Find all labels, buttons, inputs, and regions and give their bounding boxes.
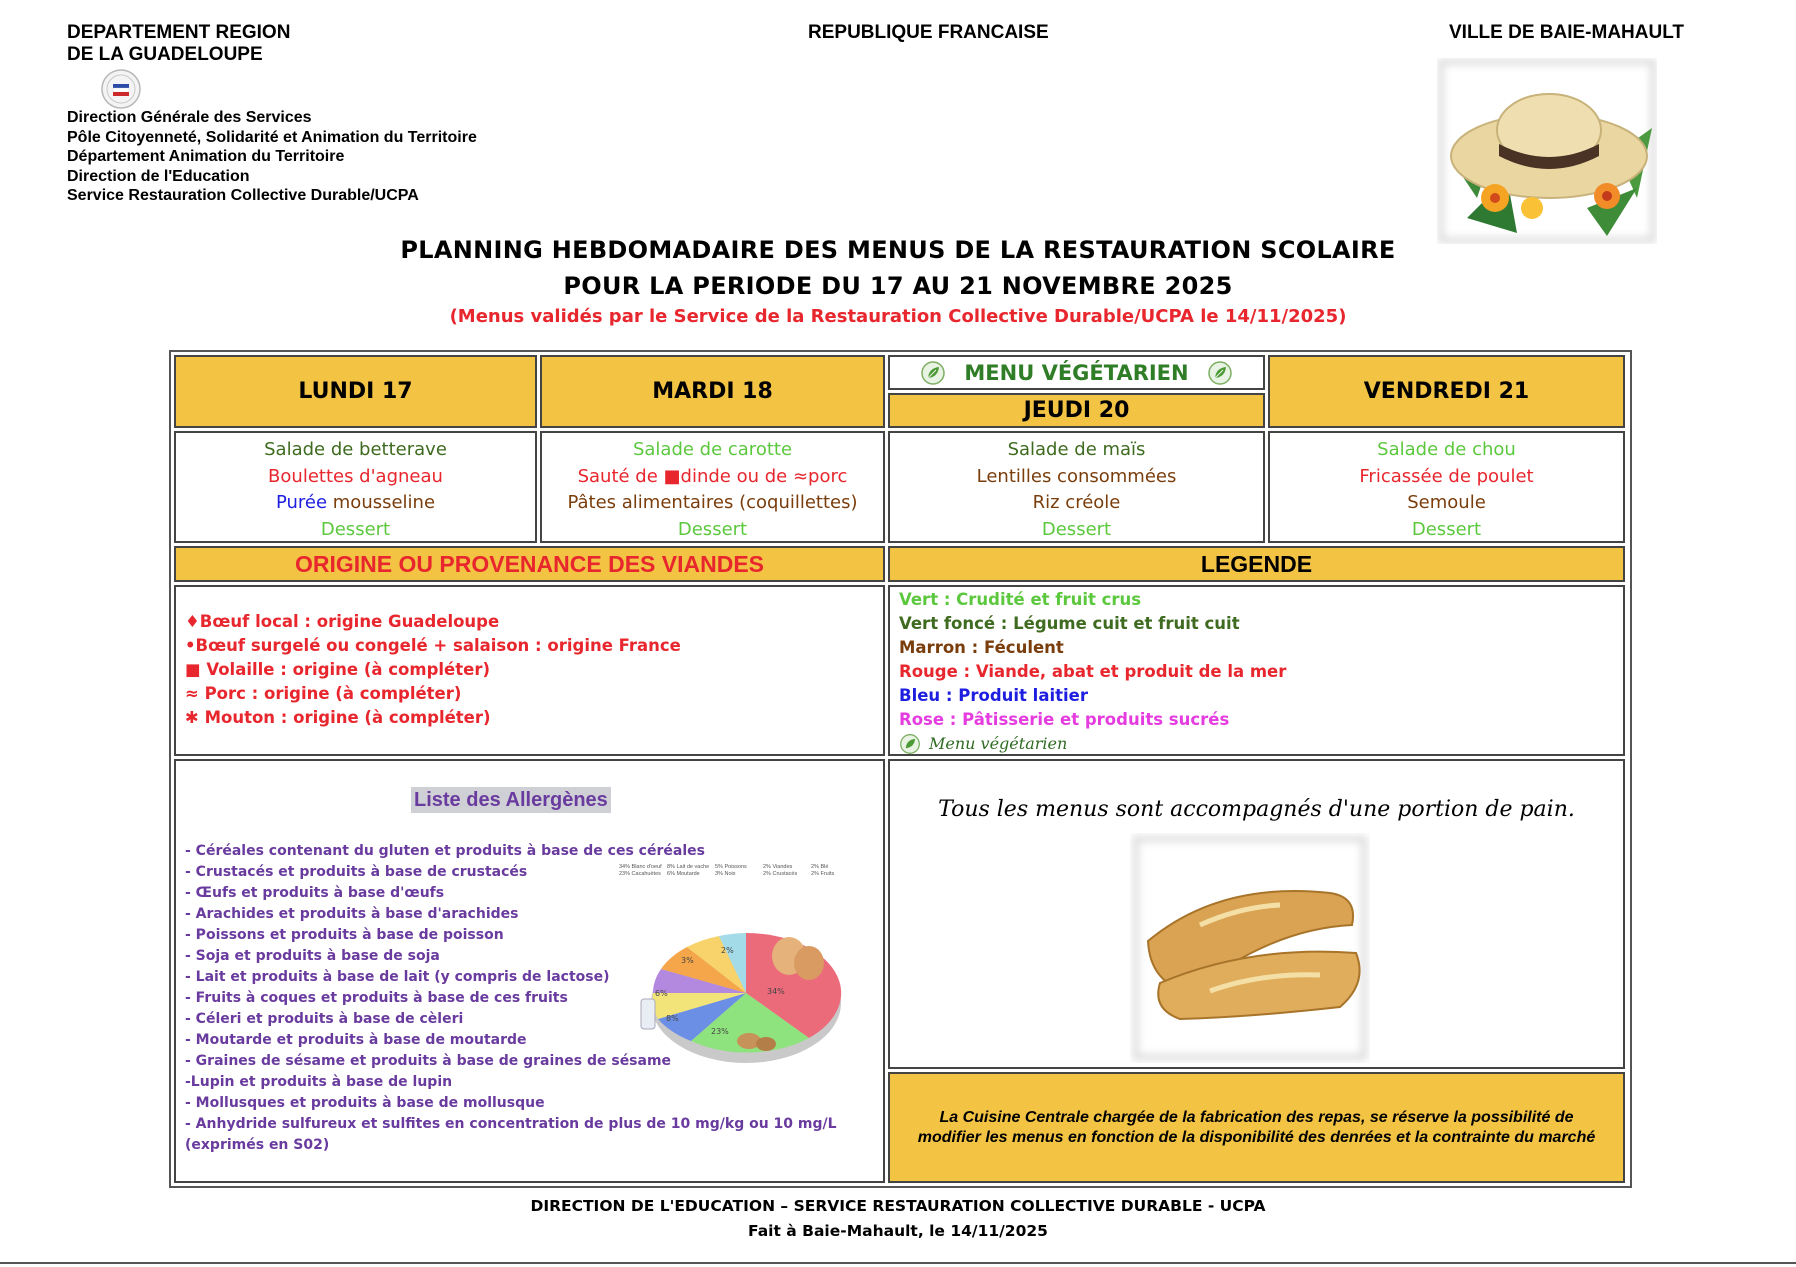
- menu-entree: Salade de carotte: [632, 439, 793, 460]
- allergene-item: - Moutarde et produits à base de moutarde: [185, 1032, 527, 1048]
- service-line: Direction de l'Education: [67, 167, 250, 185]
- origine-item: ≈ Porc : origine (à compléter): [185, 684, 462, 703]
- vegetarian-banner: [888, 355, 1265, 390]
- planning-title: PLANNING HEBDOMADAIRE DES MENUS DE LA RESTAURATION SCOLAIRE: [400, 236, 1396, 264]
- pie-legend: [619, 864, 859, 878]
- menu-plat: Sauté de ■dinde ou de ≈porc: [577, 465, 848, 487]
- legende-vegetarien: [899, 732, 1286, 756]
- allergene-item: - Mollusques et produits à base de mollusque: [185, 1095, 545, 1111]
- menu-plat: Boulettes d'agneau: [268, 465, 443, 487]
- origine-box: [174, 585, 885, 756]
- footer-direction: DIRECTION DE L'EDUCATION – SERVICE RESTAURATION COLLECTIVE DURABLE - UCPA: [530, 1197, 1266, 1215]
- pain-text: Tous les menus sont accompagnés d'une portion de pain.: [938, 797, 1575, 822]
- header-jeudi: JEUDI 20: [888, 393, 1265, 428]
- menu-table: [169, 350, 1632, 1188]
- menu-mardi: [540, 431, 885, 543]
- region-line-2: DE LA GUADELOUPE: [67, 44, 263, 65]
- pie-legend-entry: 34% Blanc d'oeuf: [619, 864, 662, 870]
- pie-legend-entry: 2% Viandes: [763, 864, 793, 870]
- allergene-item: - Céréales contenant du gluten et produits à base de ces céréales: [185, 843, 705, 859]
- menu-entree: Salade de betterave: [264, 439, 447, 460]
- pie-legend-entry: 2% Blé: [811, 864, 829, 870]
- menu-lundi: [174, 431, 537, 543]
- origine-item: •Bœuf surgelé ou congelé + salaison : origine France: [185, 636, 681, 655]
- allergene-item: - Fruits à coques et produits à base de ces fruits: [185, 990, 568, 1006]
- menu-plat: Lentilles consommées: [976, 465, 1177, 487]
- allergenes-title: Liste des Allergènes: [411, 787, 611, 813]
- menu-accompagnement: Semoule: [1407, 492, 1486, 513]
- pie-legend-entry: 5% Poissons: [715, 864, 747, 870]
- note-text: La Cuisine Centrale chargée de la fabrication des repas, se réserve la possibilité de modifier les menus en fonction de la disponibilité des denrées et la contrainte du marché: [917, 1108, 1596, 1146]
- menu-accompagnement: [176, 490, 535, 517]
- menu-dessert: Dessert: [1041, 518, 1112, 540]
- pie-legend-entry: 23% Cacahuètes: [619, 871, 661, 877]
- allergene-item: - Crustacés et produits à base de crustacés: [185, 864, 528, 880]
- menu-accomp-laitier: Purée: [275, 492, 328, 513]
- pie-legend-entry: 2% Crustacés: [763, 871, 798, 877]
- services-block: [67, 108, 477, 206]
- period-title: POUR LA PERIODE DU 17 AU 21 NOVEMBRE 2025: [563, 272, 1233, 300]
- allergene-item: - Graines de sésame et produits à base de graines de sésame: [185, 1053, 672, 1069]
- pie-label: 8%: [666, 1014, 679, 1023]
- menu-accomp-feculent: mousseline: [327, 492, 436, 513]
- menu-vendredi: [1268, 431, 1625, 543]
- republique-header: REPUBLIQUE FRANCAISE: [808, 22, 1049, 43]
- legende-list: [899, 588, 1286, 756]
- vegetarian-leaf-icon: [920, 360, 946, 386]
- header-mardi: MARDI 18: [540, 355, 885, 428]
- allergene-item: - Soja et produits à base de soja: [185, 948, 440, 964]
- menu-accompagnement: Pâtes alimentaires (coquillettes): [567, 492, 858, 513]
- allergene-item: (exprimés en S02): [185, 1137, 330, 1153]
- vegetarian-leaf-icon: [1207, 360, 1233, 386]
- service-line: Département Animation du Territoire: [67, 148, 345, 165]
- allergene-item: - Arachides et produits à base d'arachides: [185, 906, 519, 922]
- validation-note: (Menus validés par le Service de la Restauration Collective Durable/UCPA le 14/11/2025): [449, 306, 1347, 327]
- pain-box: [888, 759, 1625, 1069]
- bottom-rule: [0, 1262, 1796, 1264]
- menu-entree: Salade de chou: [1377, 439, 1516, 460]
- allergene-item: - Anhydride sulfureux et sulfites en concentration de plus de 10 mg/kg ou 10 mg/L: [185, 1116, 837, 1132]
- allergen-pie-illustration: [631, 881, 851, 1071]
- allergenes-title-wrap: [411, 789, 611, 812]
- legende-box: [888, 585, 1625, 756]
- origine-list: [185, 610, 681, 730]
- pie-label: 23%: [711, 1027, 729, 1036]
- legende-rouge: Rouge : Viande, abat et produit de la mer: [899, 662, 1287, 681]
- bread-image: [1130, 833, 1370, 1063]
- allergene-item: - Céleri et produits à base de cèleri: [185, 1011, 464, 1027]
- region-header: [67, 22, 290, 66]
- pie-label: 2%: [721, 946, 734, 955]
- service-line: Pôle Citoyenneté, Solidarité et Animation du Territoire: [67, 128, 477, 146]
- menu-dessert: Dessert: [320, 518, 391, 540]
- region-line-1: DEPARTEMENT REGION: [67, 22, 291, 43]
- header-vendredi: VENDREDI 21: [1268, 355, 1625, 428]
- region-seal-logo: [100, 68, 142, 110]
- pie-label: 6%: [655, 989, 668, 998]
- legende-vert-fonce: Vert foncé : Légume cuit et fruit cuit: [899, 614, 1240, 633]
- menu-jeudi: [888, 431, 1265, 543]
- allergene-item: - Lait et produits à base de lait (y compris de lactose): [185, 969, 610, 985]
- legende-rose: Rose : Pâtisserie et produits sucrés: [899, 710, 1230, 729]
- origine-item: ✱ Mouton : origine (à compléter): [185, 708, 491, 727]
- pie-legend-entry: 3% Noix: [715, 871, 736, 877]
- vegetarian-leaf-icon: [899, 733, 921, 755]
- vegetarian-banner-label: MENU VÉGÉTARIEN: [964, 360, 1189, 385]
- allergene-item: - Œufs et produits à base d'œufs: [185, 885, 445, 901]
- allergenes-box: [174, 759, 885, 1183]
- ville-header: VILLE DE BAIE-MAHAULT: [1449, 22, 1685, 43]
- menu-entree: Salade de maïs: [1007, 439, 1146, 460]
- straw-hat-flowers-image: [1437, 58, 1657, 244]
- legende-title: LEGENDE: [888, 546, 1625, 582]
- pie-legend-entry: 6% Moutarde: [667, 871, 700, 877]
- pie-label: 3%: [681, 956, 694, 965]
- menu-accompagnement: Riz créole: [1032, 492, 1121, 513]
- allergene-item: - Poissons et produits à base de poisson: [185, 927, 504, 943]
- pie-label: 34%: [767, 987, 785, 996]
- legende-marron: Marron : Féculent: [899, 638, 1064, 657]
- legende-bleu: Bleu : Produit laitier: [899, 686, 1088, 705]
- pie-legend-entry: 8% Lait de vache: [667, 864, 710, 870]
- legende-vert: Vert : Crudité et fruit crus: [899, 590, 1142, 609]
- footer-date: Fait à Baie-Mahault, le 14/11/2025: [748, 1222, 1048, 1240]
- menu-dessert: Dessert: [677, 518, 748, 540]
- service-line: Service Restauration Collective Durable/UCPA: [67, 187, 419, 204]
- menu-plat: Fricassée de poulet: [1359, 465, 1534, 487]
- pie-legend-entry: 2% Fruits: [811, 871, 835, 877]
- legende-vegetarien-label: Menu végétarien: [929, 734, 1068, 753]
- cuisine-centrale-note: [888, 1072, 1625, 1183]
- origine-item: ♦Bœuf local : origine Guadeloupe: [185, 612, 500, 631]
- origine-item: ■ Volaille : origine (à compléter): [185, 660, 490, 679]
- allergene-item: -Lupin et produits à base de lupin: [185, 1074, 453, 1090]
- menu-dessert: Dessert: [1411, 518, 1482, 540]
- origine-title: ORIGINE OU PROVENANCE DES VIANDES: [174, 546, 885, 582]
- service-line: Direction Générale des Services: [67, 109, 312, 126]
- header-lundi: LUNDI 17: [174, 355, 537, 428]
